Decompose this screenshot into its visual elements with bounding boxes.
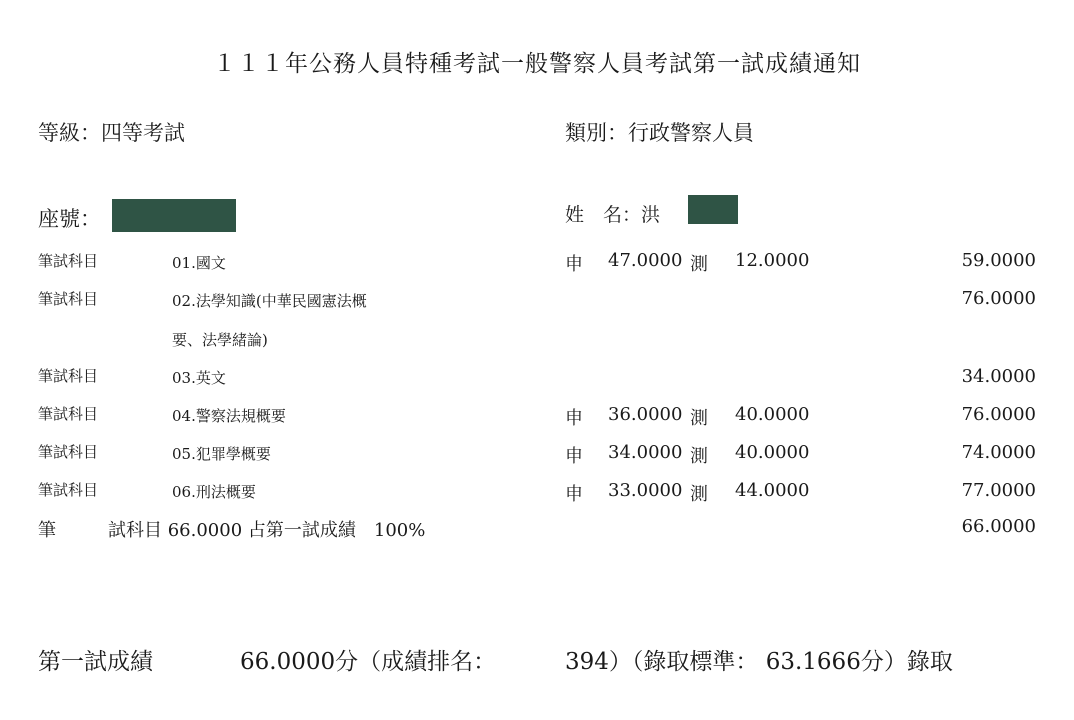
final-score: 66.0000分（成績排名： bbox=[240, 649, 497, 675]
subject-total: 34.0000 bbox=[961, 366, 1036, 387]
subject-prefix: 筆試科目 bbox=[38, 367, 99, 385]
shen-score: 33.0000 bbox=[608, 480, 683, 501]
summary-text: 試科目 66.0000 占第一試成績 100% bbox=[108, 520, 426, 541]
subject-total: 76.0000 bbox=[961, 404, 1036, 425]
subject-name: 02.法學知識(中華民國憲法概 bbox=[172, 292, 367, 310]
shen-label: 申 bbox=[565, 446, 583, 467]
subject-prefix: 筆試科目 bbox=[38, 481, 99, 499]
final-rank: 394）（錄取標準： 63.1666分）錄取 bbox=[565, 649, 953, 675]
ce-label: 測 bbox=[690, 484, 708, 505]
summary-total: 66.0000 bbox=[961, 516, 1036, 537]
shen-score: 34.0000 bbox=[608, 442, 683, 463]
seat-label: 座號： bbox=[38, 207, 101, 231]
subject-total: 59.0000 bbox=[961, 250, 1036, 271]
subject-prefix: 筆試科目 bbox=[38, 290, 99, 308]
summary-prefix: 筆 bbox=[38, 520, 56, 541]
subject-prefix: 筆試科目 bbox=[38, 252, 99, 270]
subject-name: 06.刑法概要 bbox=[172, 483, 256, 501]
ce-score: 12.0000 bbox=[735, 250, 810, 271]
ce-label: 測 bbox=[690, 446, 708, 467]
notice-title: １１１年公務人員特種考試一般警察人員考試第一試成績通知 bbox=[213, 51, 861, 77]
shen-label: 申 bbox=[565, 484, 583, 505]
name-redaction bbox=[688, 195, 738, 224]
exam-level: 等級：四等考試 bbox=[38, 121, 185, 145]
shen-score: 47.0000 bbox=[608, 250, 683, 271]
exam-category: 類別：行政警察人員 bbox=[565, 121, 754, 145]
ce-score: 40.0000 bbox=[735, 404, 810, 425]
candidate-name: 姓 名：洪 bbox=[565, 204, 661, 226]
ce-score: 44.0000 bbox=[735, 480, 810, 501]
final-label: 第一試成績 bbox=[38, 649, 153, 675]
seat-redaction bbox=[112, 199, 236, 232]
ce-label: 測 bbox=[690, 254, 708, 275]
subject-total: 76.0000 bbox=[961, 288, 1036, 309]
seat-number bbox=[38, 203, 101, 233]
subject-name: 01.國文 bbox=[172, 254, 226, 272]
subject-prefix: 筆試科目 bbox=[38, 405, 99, 423]
subject-name: 05.犯罪學概要 bbox=[172, 445, 271, 463]
subject-name: 03.英文 bbox=[172, 369, 226, 387]
ce-score: 40.0000 bbox=[735, 442, 810, 463]
subject-name: 04.警察法規概要 bbox=[172, 407, 286, 425]
shen-label: 申 bbox=[565, 408, 583, 429]
shen-label: 申 bbox=[565, 254, 583, 275]
ce-label: 測 bbox=[690, 408, 708, 429]
subject-total: 77.0000 bbox=[961, 480, 1036, 501]
subject-prefix: 筆試科目 bbox=[38, 443, 99, 461]
shen-score: 36.0000 bbox=[608, 404, 683, 425]
subject-name-cont: 要、法學緒論) bbox=[172, 331, 268, 349]
subject-total: 74.0000 bbox=[961, 442, 1036, 463]
